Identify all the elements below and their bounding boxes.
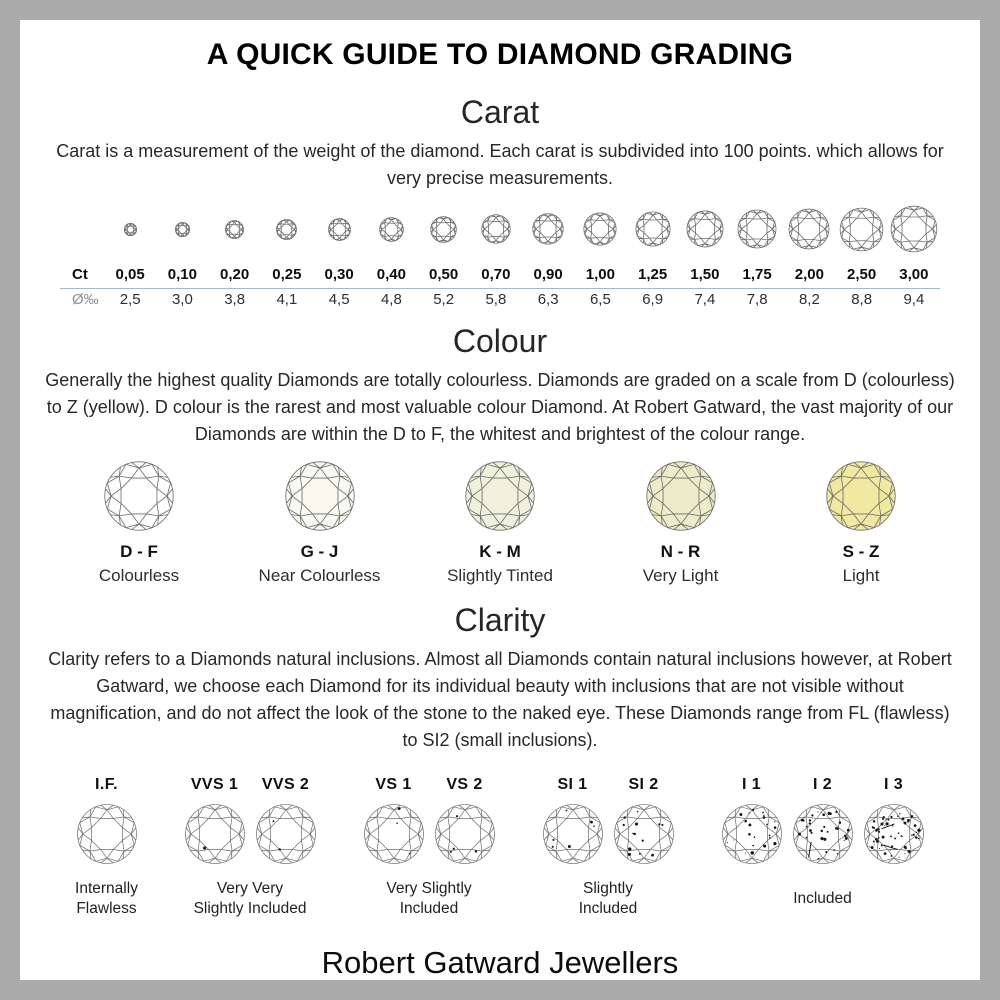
diamond-topview-icon xyxy=(635,211,671,247)
clarity-grade-label: VVS 1 xyxy=(190,776,239,793)
colour-name-label: Very Light xyxy=(642,566,719,585)
clarity-grade xyxy=(540,776,606,865)
carat-section xyxy=(20,92,980,309)
clarity-grade-label: SI 1 xyxy=(557,776,588,793)
carat-ct-value: 0,05 xyxy=(115,266,145,283)
brand-name: Robert Gatward Jewellers xyxy=(321,945,679,980)
clarity-grade-label: I 1 xyxy=(742,776,761,793)
carat-description: Carat is a measurement of the weight of the diamond. Each carat is subdivided into 100 points. which allows for very precise measurements. xyxy=(56,141,944,188)
colour-range-label: K - M xyxy=(479,542,521,561)
carat-ct-value: 0,25 xyxy=(272,266,302,283)
carat-mm-value: 6,9 xyxy=(642,291,664,308)
carat-diamond-cell xyxy=(731,209,783,249)
diamond-topview-icon xyxy=(788,208,830,250)
carat-mm-value: 6,5 xyxy=(589,291,611,308)
clarity-group xyxy=(74,776,140,919)
clarity-description: Clarity refers to a Diamonds natural inclusions. Almost all Diamonds contain natural inclusions however, at Robert Gatward, we choose each Diamond for its individual beauty with inclusions that are not visible without magnification, and do not affect the look of the stone to the naked eye. These Diamonds range from FL (flawless) to SI2 (small inclusions). xyxy=(48,649,952,750)
diamond-topview-icon xyxy=(613,803,675,865)
carat-diamond-cell xyxy=(365,217,417,242)
carat-heading: Carat xyxy=(460,94,540,130)
carat-diamond-cell xyxy=(574,212,626,246)
diamond-topview-icon xyxy=(284,460,356,532)
clarity-grade xyxy=(611,776,677,865)
carat-mm-value: 3,8 xyxy=(224,291,246,308)
carat-diamond-cell xyxy=(104,223,156,236)
diamond-topview-icon xyxy=(225,220,244,239)
clarity-group-name-line: Flawless xyxy=(76,900,137,917)
carat-diamond-cell xyxy=(888,205,940,253)
carat-mm-value: 9,4 xyxy=(903,291,925,308)
clarity-group-name xyxy=(194,879,307,919)
clarity-group xyxy=(719,776,927,919)
carat-mm-value: 4,8 xyxy=(380,291,402,308)
colour-grade xyxy=(592,460,770,586)
colour-name-label: Colourless xyxy=(98,566,180,585)
carat-ct-value: 1,25 xyxy=(638,266,668,283)
clarity-group-name-line: Very Very xyxy=(216,880,284,897)
clarity-group-name-line: Included xyxy=(578,900,638,917)
colour-name-label: Light xyxy=(842,566,880,585)
diamond-topview-icon xyxy=(481,214,511,244)
clarity-grade xyxy=(861,776,927,865)
carat-ct-value: 3,00 xyxy=(899,266,929,283)
clarity-grade xyxy=(74,776,140,865)
carat-diamond-cell xyxy=(418,216,470,243)
clarity-grade xyxy=(182,776,248,865)
clarity-group-name-line: Internally xyxy=(75,880,138,897)
clarity-group-name xyxy=(75,879,138,919)
diamond-topview-icon xyxy=(430,216,457,243)
clarity-grade xyxy=(361,776,427,865)
clarity-group-name xyxy=(793,879,852,919)
carat-diamond-cell xyxy=(261,219,313,240)
clarity-group-items xyxy=(719,776,927,865)
carat-diamond-cell xyxy=(470,214,522,244)
clarity-grade xyxy=(253,776,319,865)
clarity-group xyxy=(182,776,319,919)
clarity-grade-label: SI 2 xyxy=(628,776,659,793)
colour-description: Generally the highest quality Diamonds are totally colourless. Diamonds are graded on a scale from D (colourless) to Z (yellow). D colour is the rarest and most valuable colour Diamond. At Robert Gatward, the vast majority of our Diamonds are within the D to F, the whitest and brightest of the colour range. xyxy=(45,370,955,444)
clarity-group-name xyxy=(579,879,638,919)
colour-section xyxy=(20,321,980,586)
colour-range-label: N - R xyxy=(660,542,701,561)
diamond-topview-icon xyxy=(363,803,425,865)
carat-ct-value: 2,50 xyxy=(847,266,877,283)
carat-mm-value: 8,8 xyxy=(851,291,873,308)
carat-diamond-cell xyxy=(783,208,835,250)
colour-grade xyxy=(231,460,409,586)
diamond-topview-icon xyxy=(792,803,854,865)
clarity-grade-label: VS 2 xyxy=(446,776,483,793)
carat-diamond-cell xyxy=(156,222,208,237)
diamond-topview-icon xyxy=(184,803,246,865)
carat-diameter-row-label: Ø‰ xyxy=(72,291,99,308)
carat-ct-value: 1,75 xyxy=(742,266,772,283)
carat-diamond-cell xyxy=(627,211,679,247)
colour-grade xyxy=(50,460,228,586)
clarity-grade-label: I 3 xyxy=(884,776,903,793)
carat-mm-value: 7,4 xyxy=(694,291,716,308)
clarity-group-items xyxy=(74,776,140,865)
colour-range-label: D - F xyxy=(120,542,158,561)
clarity-grade xyxy=(432,776,498,865)
carat-ct-value: 0,90 xyxy=(533,266,563,283)
carat-diamond-row xyxy=(60,200,940,258)
carat-mm-value: 2,5 xyxy=(119,291,141,308)
diamond-topview-icon xyxy=(379,217,404,242)
colour-name-label: Slightly Tinted xyxy=(447,566,553,585)
page-title: A QUICK GUIDE TO DIAMOND GRADING xyxy=(206,38,794,71)
carat-diamond-cell xyxy=(313,218,365,241)
diamond-topview-icon xyxy=(276,219,297,240)
colour-grade xyxy=(772,460,950,586)
clarity-group xyxy=(540,776,677,919)
clarity-grade xyxy=(790,776,856,865)
infographic-page xyxy=(20,20,980,980)
clarity-group-items xyxy=(540,776,677,865)
carat-mm-value: 4,1 xyxy=(276,291,298,308)
carat-mm-value: 8,2 xyxy=(798,291,820,308)
clarity-group-name-line: Included xyxy=(399,900,459,917)
carat-table-divider xyxy=(60,288,940,289)
carat-ct-value: 2,00 xyxy=(794,266,824,283)
clarity-group-name-line: Very Slightly xyxy=(386,880,472,897)
colour-grade xyxy=(411,460,589,586)
diamond-topview-icon xyxy=(532,213,564,245)
carat-ct-value: 0,10 xyxy=(167,266,197,283)
clarity-group-name-line: Slightly xyxy=(583,880,633,897)
carat-mm-value: 6,3 xyxy=(537,291,559,308)
diamond-topview-icon xyxy=(76,803,138,865)
carat-ct-value: 0,30 xyxy=(324,266,354,283)
colour-grade-row xyxy=(50,460,950,586)
clarity-group-name-line: Slightly Included xyxy=(193,900,307,917)
carat-mm-value: 7,8 xyxy=(746,291,768,308)
clarity-grade-label: I.F. xyxy=(95,776,118,793)
colour-name-label: Near Colourless xyxy=(258,566,381,585)
diamond-topview-icon xyxy=(863,803,925,865)
diamond-topview-icon xyxy=(434,803,496,865)
carat-ct-value: 0,20 xyxy=(220,266,250,283)
carat-ct-value: 0,40 xyxy=(376,266,406,283)
carat-ct-value: 1,50 xyxy=(690,266,720,283)
carat-ct-row xyxy=(60,266,940,284)
carat-ct-value: 1,00 xyxy=(585,266,615,283)
carat-diameter-row xyxy=(60,291,940,309)
diamond-topview-icon xyxy=(124,223,137,236)
clarity-grade-label: I 2 xyxy=(813,776,832,793)
diamond-topview-icon xyxy=(583,212,617,246)
clarity-group-items xyxy=(361,776,498,865)
carat-diamond-cell xyxy=(522,213,574,245)
clarity-grade-row xyxy=(20,776,980,919)
diamond-topview-icon xyxy=(686,210,724,248)
colour-range-label: S - Z xyxy=(842,542,880,561)
carat-mm-value: 5,2 xyxy=(433,291,455,308)
clarity-section xyxy=(20,600,980,919)
carat-diamond-cell xyxy=(679,210,731,248)
clarity-grade-label: VVS 2 xyxy=(261,776,310,793)
colour-heading: Colour xyxy=(452,323,548,359)
diamond-topview-icon xyxy=(328,218,351,241)
carat-ct-value: 0,50 xyxy=(429,266,459,283)
clarity-group-items xyxy=(182,776,319,865)
diamond-topview-icon xyxy=(737,209,777,249)
carat-diamond-cell xyxy=(836,207,888,252)
diamond-topview-icon xyxy=(890,205,938,253)
colour-range-label: G - J xyxy=(300,542,339,561)
carat-ct-value: 0,70 xyxy=(481,266,511,283)
clarity-heading: Clarity xyxy=(454,602,546,638)
clarity-group-name-line: Included xyxy=(793,890,852,907)
diamond-topview-icon xyxy=(825,460,897,532)
diamond-topview-icon xyxy=(464,460,536,532)
diamond-topview-icon xyxy=(255,803,317,865)
carat-mm-value: 4,5 xyxy=(328,291,350,308)
clarity-group xyxy=(361,776,498,919)
carat-diamond-cell xyxy=(209,220,261,239)
diamond-topview-icon xyxy=(839,207,884,252)
clarity-grade-label: VS 1 xyxy=(375,776,412,793)
diamond-topview-icon xyxy=(542,803,604,865)
diamond-topview-icon xyxy=(721,803,783,865)
diamond-topview-icon xyxy=(103,460,175,532)
clarity-group-name xyxy=(386,879,471,919)
diamond-topview-icon xyxy=(175,222,190,237)
carat-mm-value: 5,8 xyxy=(485,291,507,308)
clarity-grade xyxy=(719,776,785,865)
carat-ct-row-label: Ct xyxy=(72,266,88,283)
diamond-topview-icon xyxy=(645,460,717,532)
carat-mm-value: 3,0 xyxy=(171,291,193,308)
